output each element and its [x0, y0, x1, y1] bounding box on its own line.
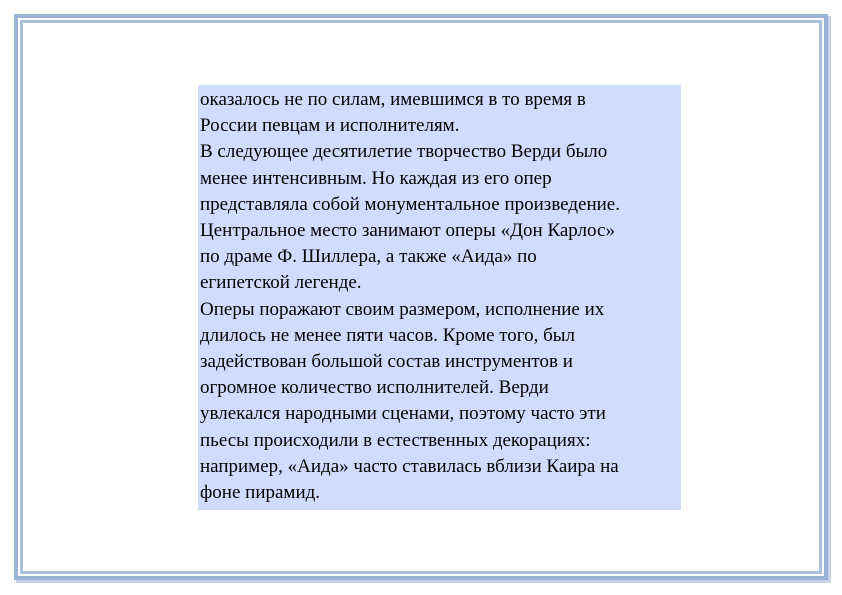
- text-line: длилось не менее пяти часов. Кроме того, был: [200, 324, 576, 346]
- text-line: пьесы происходили в естественных декорациях:: [200, 429, 591, 451]
- frame-shadow-right: [828, 16, 831, 582]
- text-line: Оперы поражают своим размером, исполнение их: [200, 298, 605, 320]
- text-line: В следующее десятилетие творчество Верди было: [200, 141, 608, 163]
- text-line: египетской легенде.: [200, 272, 362, 294]
- text-line: Центральное место занимают оперы «Дон Карлос»: [200, 220, 615, 242]
- text-line: увлекался народными сценами, поэтому часто эти: [200, 403, 606, 425]
- slide-text-box: [198, 85, 681, 510]
- text-line: фоне пирамид.: [200, 482, 321, 504]
- text-line: России певцам и исполнителям.: [200, 115, 460, 137]
- text-line: по драме Ф. Шиллера, а также «Аида» по: [200, 246, 537, 268]
- text-line: представляла собой монументальное произведение.: [200, 193, 620, 215]
- text-line: огромное количество исполнителей. Верди: [200, 377, 549, 399]
- text-line: оказалось не по силам, имевшимся в то время в: [200, 89, 586, 110]
- text-line: например, «Аида» часто ставилась вблизи Каира на: [200, 455, 619, 477]
- text-line: задействован большой состав инструментов и: [200, 351, 573, 373]
- frame-shadow-bottom: [16, 580, 831, 583]
- text-line: менее интенсивным. Но каждая из его опер: [200, 167, 552, 189]
